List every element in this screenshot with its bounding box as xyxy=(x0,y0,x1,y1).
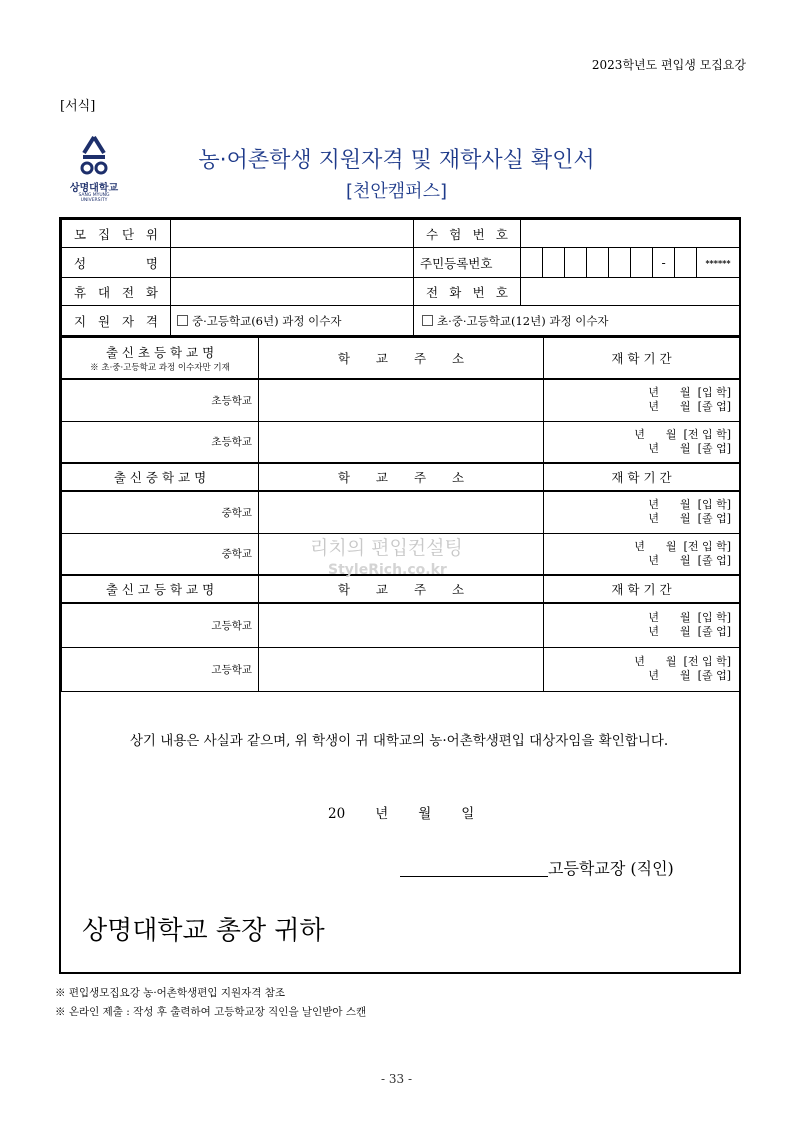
middle-address-field[interactable] xyxy=(259,491,544,533)
rrn-cell[interactable] xyxy=(675,248,697,277)
mobile-label: 휴 대 전 화 xyxy=(62,278,171,306)
logo-english-name: SANG MYUNG UNIVERSITY xyxy=(78,193,110,203)
rrn-cell[interactable] xyxy=(631,248,653,277)
rrn-dash: - xyxy=(653,248,675,277)
qualification-label: 지 원 자 격 xyxy=(62,306,171,336)
checkbox-icon[interactable] xyxy=(422,315,433,326)
elementary-school-name[interactable]: 초등학교 xyxy=(62,379,259,421)
form-subtitle: [천안캠퍼스] xyxy=(346,181,447,202)
exam-no-field[interactable] xyxy=(521,220,740,248)
high-address-field[interactable] xyxy=(259,647,544,691)
confirmation-statement: 상기 내용은 사실과 같으며, 위 학생이 귀 대학교의 농·어촌학생편입 대상자임을 확인합니다. xyxy=(129,733,669,749)
qualification-option-2[interactable]: 초·중·고등학교(12년) 과정 이수자 xyxy=(414,306,740,336)
elementary-school-name[interactable]: 초등학교 xyxy=(62,421,259,463)
date-line[interactable]: 20 년 월 일 xyxy=(328,806,475,822)
watermark-text: 리치의 편입컨설팅 xyxy=(310,537,463,559)
elementary-address-field[interactable] xyxy=(259,421,544,463)
footnote: ※ 온라인 제출 : 작성 후 출력하여 고등학교장 직인을 날인받아 스캔 xyxy=(55,1006,367,1018)
rrn-mask: ****** xyxy=(697,248,740,277)
middle-school-name[interactable]: 중학교 xyxy=(62,533,259,575)
page-number: - 33 - xyxy=(380,1072,412,1086)
name-field[interactable] xyxy=(171,248,414,278)
elementary-period[interactable]: 년 월 [입 학] 년 월 [졸 업] xyxy=(544,379,740,421)
document-header-title: 2023학년도 편입생 모집요강 xyxy=(591,58,746,72)
rrn-cell[interactable] xyxy=(609,248,631,277)
rrn-field[interactable] xyxy=(521,248,740,278)
high-period[interactable]: 년 월 [입 학] 년 월 [졸 업] xyxy=(544,603,740,647)
rrn-cells xyxy=(521,248,739,277)
qualification-option-1[interactable]: 중·고등학교(6년) 과정 이수자 xyxy=(171,306,414,336)
rrn-cell[interactable] xyxy=(543,248,565,277)
unit-field[interactable] xyxy=(171,220,414,248)
middle-school-name[interactable]: 중학교 xyxy=(62,491,259,533)
middle-period-header: 재 학 기 간 xyxy=(544,463,740,491)
watermark-url: StyleRich.co.kr xyxy=(328,562,447,578)
exam-no-label: 수 험 번 호 xyxy=(414,220,521,248)
middle-period[interactable]: 년 월 [전 입 학] 년 월 [졸 업] xyxy=(544,533,740,575)
elementary-address-header: 학 교 주 소 xyxy=(259,337,544,379)
elementary-period[interactable]: 년 월 [전 입 학] 년 월 [졸 업] xyxy=(544,421,740,463)
high-school-name[interactable]: 고등학교 xyxy=(62,647,259,691)
form-tag: [서식] xyxy=(60,99,96,114)
unit-label: 모 집 단 위 xyxy=(62,220,171,248)
middle-header: 출 신 중 학 교 명 xyxy=(62,463,259,491)
middle-period[interactable]: 년 월 [입 학] 년 월 [졸 업] xyxy=(544,491,740,533)
rrn-cell[interactable] xyxy=(521,248,543,277)
name-label: 성 명 xyxy=(62,248,171,278)
elementary-period-header: 재 학 기 간 xyxy=(544,337,740,379)
checkbox-icon[interactable] xyxy=(177,315,188,326)
high-address-field[interactable] xyxy=(259,603,544,647)
phone-label: 전 화 번 호 xyxy=(414,278,521,306)
high-address-header: 학 교 주 소 xyxy=(259,575,544,603)
rrn-cell[interactable] xyxy=(565,248,587,277)
middle-address-header: 학 교 주 소 xyxy=(259,463,544,491)
rrn-cell[interactable] xyxy=(587,248,609,277)
form-title: 농·어촌학생 지원자격 및 재학사실 확인서 xyxy=(198,148,595,173)
logo-korean-name: 상명대학교 xyxy=(69,183,119,194)
mobile-field[interactable] xyxy=(171,278,414,306)
principal-signature[interactable] xyxy=(400,856,674,879)
principal-seal-label: 고등학교장 (직인) xyxy=(548,859,674,878)
high-period-header: 재 학 기 간 xyxy=(544,575,740,603)
high-period[interactable]: 년 월 [전 입 학] 년 월 [졸 업] xyxy=(544,647,740,691)
rrn-label: 주민등록번호 xyxy=(414,248,521,278)
addressee: 상명대학교 총장 귀하 xyxy=(82,916,325,946)
high-school-name[interactable]: 고등학교 xyxy=(62,603,259,647)
high-header: 출 신 고 등 학 교 명 xyxy=(62,575,259,603)
phone-field[interactable] xyxy=(521,278,740,306)
school-history-table xyxy=(61,336,740,692)
elementary-header: 출 신 초 등 학 교 명 ※ 초·중·고등학교 과정 이수자만 기재 xyxy=(62,337,259,379)
footnote: ※ 편입생모집요강 농·어촌학생편입 지원자격 참조 xyxy=(55,987,286,999)
elementary-address-field[interactable] xyxy=(259,379,544,421)
applicant-info-table xyxy=(61,219,740,336)
signature-line[interactable] xyxy=(400,860,548,877)
